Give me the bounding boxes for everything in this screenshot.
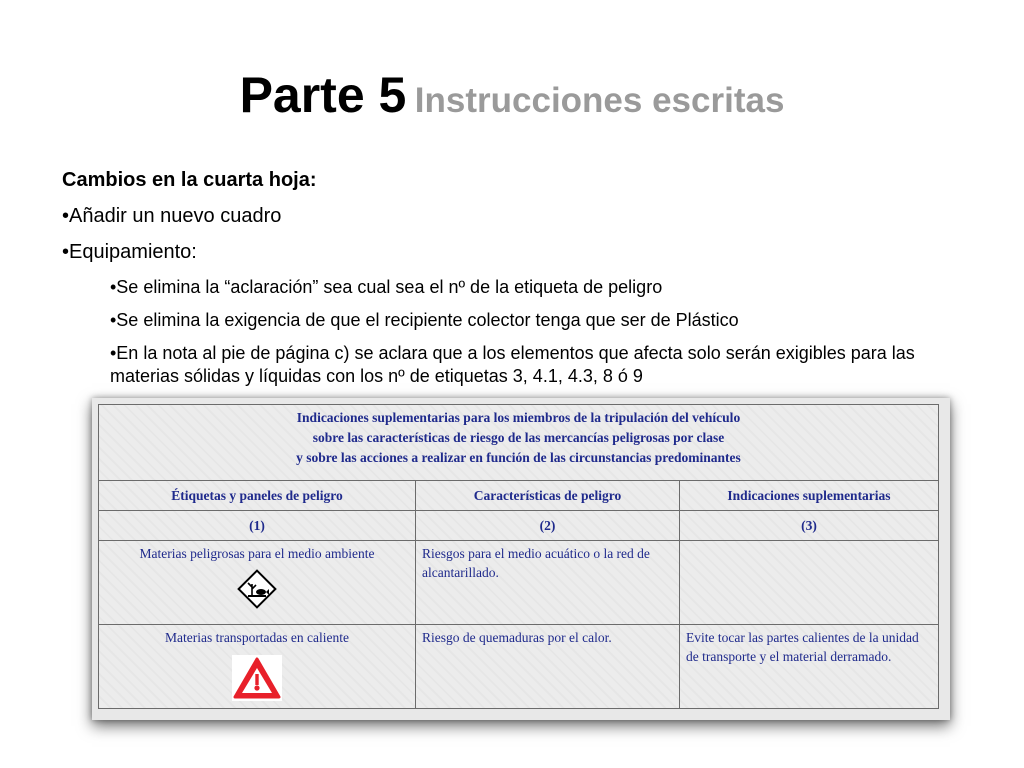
column-header-labels: Étiquetas y paneles de peligro bbox=[99, 481, 416, 511]
sub-bullet-footnote: •En la nota al pie de página c) se aclara que a los elementos que afecta solo serán exigibles para las materias sólidas y líquidas con los nº de etiquetas 3, 4.1, 4.3, 8 ó 9 bbox=[110, 343, 915, 386]
column-number: (1) bbox=[99, 511, 416, 541]
table-row-hot-label bbox=[99, 625, 416, 709]
environment-hazard-icon bbox=[237, 569, 277, 609]
column-header-hazard: Características de peligro bbox=[416, 481, 680, 511]
title-main: Parte 5 bbox=[239, 67, 407, 123]
table-header bbox=[99, 405, 939, 481]
row-hazard: Riesgo de quemaduras por el calor. bbox=[422, 630, 612, 645]
table-row-env-label bbox=[99, 541, 416, 625]
changes-heading: Cambios en la cuarta hoja: bbox=[62, 169, 317, 191]
bullet-equipment: •Equipamiento: bbox=[62, 241, 197, 263]
row-label: Materias peligrosas para el medio ambiente bbox=[139, 546, 375, 561]
column-number: (2) bbox=[416, 511, 680, 541]
table-row-hot-hazard bbox=[416, 625, 680, 709]
title-subtitle: Instrucciones escritas bbox=[414, 81, 785, 120]
table-row-env-note bbox=[680, 541, 939, 625]
slide-title bbox=[0, 66, 1024, 124]
column-header-instructions: Indicaciones suplementarias bbox=[680, 481, 939, 511]
instructions-table bbox=[98, 404, 939, 709]
sub-bullet-plastic: •Se elimina la exigencia de que el recipiente colector tenga que ser de Plástico bbox=[110, 310, 739, 330]
slide-body bbox=[62, 168, 962, 398]
table-row-env-hazard bbox=[416, 541, 680, 625]
table-header-line: y sobre las acciones a realizar en función de las circunstancias predominantes bbox=[296, 450, 741, 465]
row-hazard: Riesgos para el medio acuático o la red de alcantarillado. bbox=[422, 546, 650, 580]
table-row-hot-note bbox=[680, 625, 939, 709]
row-note: Evite tocar las partes calientes de la unidad de transporte y el material derramado. bbox=[686, 630, 919, 664]
sub-bullet-clarification: •Se elimina la “aclaración” sea cual sea el nº de la etiqueta de peligro bbox=[110, 277, 663, 297]
instructions-table-image bbox=[98, 404, 938, 708]
column-number: (3) bbox=[680, 511, 939, 541]
hot-substance-icon bbox=[232, 655, 282, 701]
table-header-line: sobre las características de riesgo de las mercancías peligrosas por clase bbox=[312, 430, 725, 445]
bullet-new-table: •Añadir un nuevo cuadro bbox=[62, 205, 282, 227]
table-header-line: Indicaciones suplementarias para los miembros de la tripulación del vehículo bbox=[296, 410, 741, 425]
row-label: Materias transportadas en caliente bbox=[164, 630, 350, 645]
